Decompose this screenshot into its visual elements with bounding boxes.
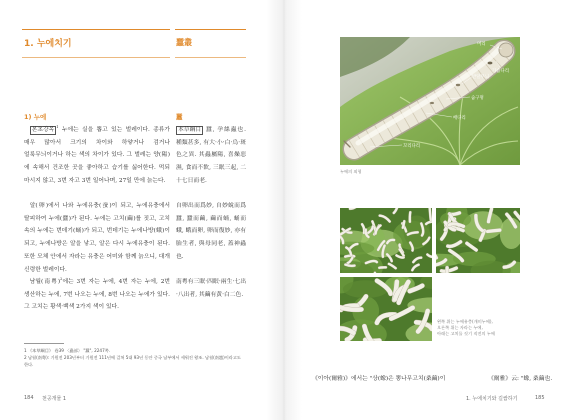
eye-spot-marking xyxy=(488,62,493,65)
paragraph-text: 南粵有三眠·四眠·兩生·七出·八出者, 其繭有黃·白二色. xyxy=(176,279,246,298)
page-gutter xyxy=(266,0,302,420)
footnotes xyxy=(24,347,246,368)
larvae-photo-top-right xyxy=(436,208,520,273)
title-rule-bottom-left xyxy=(22,57,170,58)
photo-grid-caption xyxy=(437,319,521,337)
paragraph-lead: 남월(南粵) xyxy=(29,279,61,285)
label-head: 머리 xyxy=(477,42,486,47)
book-title-footer: 천공개물 1 xyxy=(42,396,67,402)
subsection-title: 1) 누에 xyxy=(24,113,47,121)
title-rule-top-left xyxy=(22,29,170,30)
section-title-hanja: 蠶叢 xyxy=(176,38,192,47)
korean-paragraph-1 xyxy=(24,124,170,188)
page-number-right: 185 xyxy=(535,395,545,401)
footnote-ref: 1 xyxy=(56,125,59,129)
label-anal-prolegs: 꼬리다리 xyxy=(403,144,420,149)
silkworm-larva xyxy=(488,230,500,231)
korean-paragraph-2 xyxy=(24,200,170,276)
chapter-title-footer: 1. 누에치기와 길쌈하기 xyxy=(466,396,518,402)
subsection-title-hanja: 蠶 xyxy=(176,113,183,121)
photo-top-caption: 누에의 외형 xyxy=(340,169,362,174)
paragraph-text: 蠶, 孕絲蟲也. 種類甚多, 有大·小·白·烏·斑色之異. 其蟲屬陽, 喜燥惡濕, 食而不飮, 三眠三起, 二十七日而老. xyxy=(176,127,246,184)
larvae-photo-bottom-left xyxy=(340,277,432,341)
silkworm-head xyxy=(499,43,513,57)
hanja-paragraph-3 xyxy=(176,276,246,301)
label-spiracle: 숨구멍 xyxy=(471,96,484,101)
paragraph-text: 알(卵)에서 나와 누에유충(蚕)이 되고, 누에유충에서 탈피하여 누에(蠶)가 된다. 누에는 고치(繭)를 짓고, 고치 속의 누에는 번데기(蛹)가 되고, 번데기는 누에나방(蛾)이 되고, 누에나방은 알을 낳고, 알은 다시 누에유충이 된다. 또한 모체 안에서 자라는 유충은 어미와 함께 늙으니, 대개 신령한 벌레이다. xyxy=(24,203,170,273)
crescent-marking xyxy=(456,84,460,86)
silkworm-larva xyxy=(430,208,431,220)
bottom-text-korean: 《이아(爾雅)》에서는 "상(蟓)은 뽕나무고치(桑繭)이 xyxy=(312,376,446,382)
star-marking xyxy=(430,102,434,104)
hanja-paragraph-2 xyxy=(176,200,246,264)
bottom-text-hanja: 《爾雅》云: "蟓, 桑繭也. xyxy=(488,376,553,382)
paragraph-text: 누에는 실을 뽑고 있는 벌레이다. 종류가 매우 많아서 크기의 차이와 하얗거나 검거나 얼룩무늬이거나 하는 색의 차이가 있다. 그 벌레는 양(陽)에 속해서 건조한 곳을 좋아하고 습기를 싫어한다. 먹되 마시지 않고, 3번 자고 3번 일어나며, 27일 만에 늙는다. xyxy=(24,127,170,184)
label-prolegs: 배다리 xyxy=(453,116,466,121)
title-rule-bottom-right xyxy=(175,57,246,58)
silkworm-larva xyxy=(345,265,354,266)
title-rule-top-right xyxy=(175,29,246,30)
silkworm-larva xyxy=(446,268,447,273)
source-tag: 본초강목 xyxy=(31,127,55,133)
caption-line: 오른쪽 위는 자라는 누에, xyxy=(437,325,483,330)
footnote-2: 2 남월(南粵): 기원전 203년부터 기원전 111년에 걸쳐 5대 93년 동안 중국 남부에서 세워진 왕조. 남월(南越)이라고도 한다. xyxy=(24,355,241,367)
footnote-1: 1 《本草綱目》 卷39 〈蟲部〉 "蠶", 2247쪽. xyxy=(24,348,111,353)
source-tag-hanja: 本草綱目 xyxy=(178,127,202,133)
larvae-photo-top-left xyxy=(340,208,432,273)
korean-paragraph-3 xyxy=(24,276,170,314)
section-title: 1. 누에치기 xyxy=(24,39,72,49)
caption-line: 왼쪽 위는 누에유충(개미누에), xyxy=(437,319,493,324)
hanja-paragraph-1 xyxy=(176,124,246,188)
silkworm-anatomy-photo xyxy=(340,37,520,165)
page-number-left: 184 xyxy=(24,395,34,401)
caption-line: 아래는 고치를 짓기 직전의 누에 xyxy=(437,331,495,336)
footnote-ref: 2 xyxy=(60,277,63,281)
paragraph-text: 自卵出而爲妙, 自妙蛻而爲蠶, 蠶而繭, 繭而蛹, 蛹而蛾, 蛾而卵, 卵而復妙, 亦有胎生者, 與母同老, 蓋神蟲也. xyxy=(176,203,246,260)
label-crescent-marking: 반달무늬 xyxy=(472,75,489,80)
silkworm-larva xyxy=(340,307,361,309)
paragraph-text: 에는 3번 자는 누에, 4번 자는 누에, 2번 생산하는 누에, 7번 나오는 누에, 8번 나오는 누에가 있다. 그 고치는 황색·백색 2가지 색이 있다. xyxy=(24,279,170,311)
label-thoracic-legs: 가슴다리 xyxy=(492,69,509,74)
footnote-divider xyxy=(24,343,64,344)
